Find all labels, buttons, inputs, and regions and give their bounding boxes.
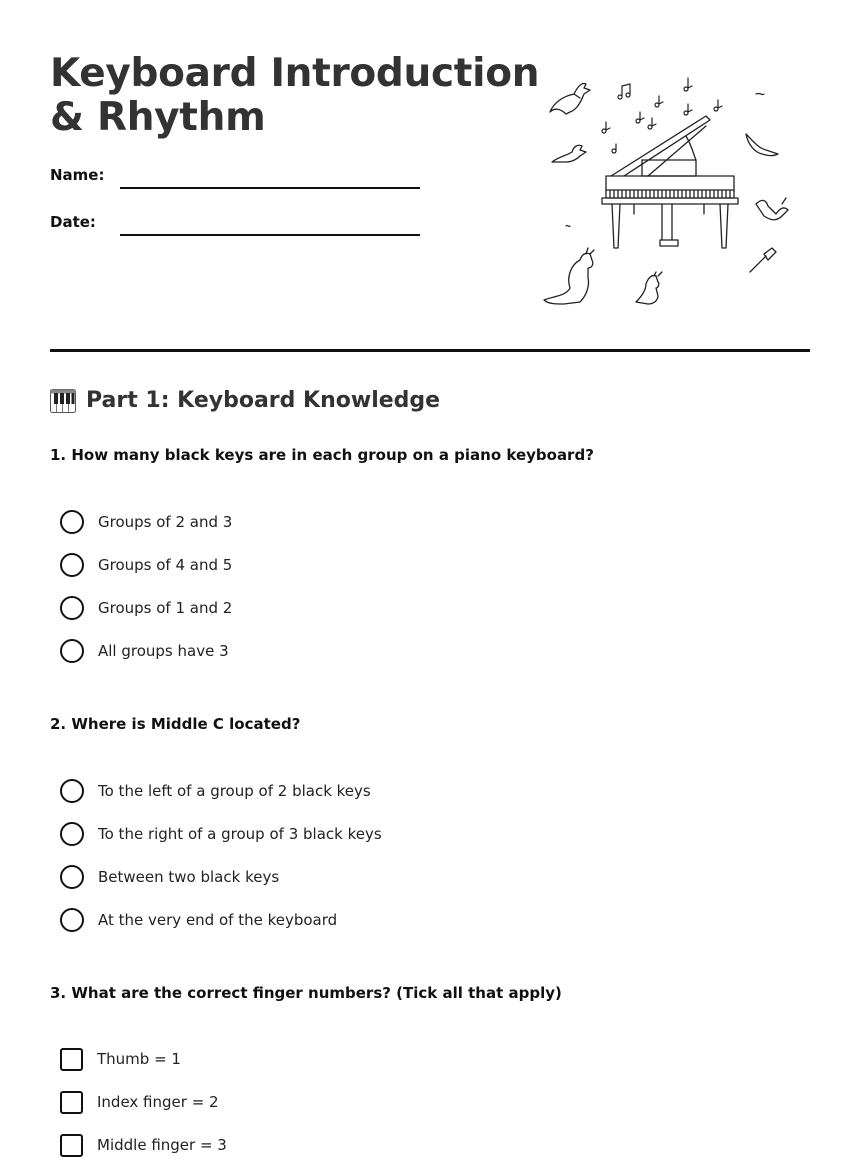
worksheet-title (50, 52, 539, 140)
option-label: At the very end of the keyboard (98, 911, 338, 929)
question-3-option-1[interactable] (60, 1047, 181, 1071)
question-1-option-4[interactable] (60, 639, 229, 663)
question-2-text: 2. Where is Middle C located? (50, 715, 301, 733)
checkbox[interactable] (60, 1091, 83, 1114)
title-line-2: & Rhythm (50, 95, 266, 140)
radio-button[interactable] (60, 596, 84, 620)
checkbox[interactable] (60, 1134, 83, 1157)
option-label: Groups of 2 and 3 (98, 513, 233, 531)
section-title-text: Part 1: Keyboard Knowledge (86, 388, 441, 413)
name-field[interactable] (120, 187, 420, 189)
header-divider (50, 349, 810, 352)
radio-button[interactable] (60, 822, 84, 846)
option-label: Middle finger = 3 (97, 1136, 227, 1154)
question-3-option-3[interactable] (60, 1133, 227, 1157)
checkbox[interactable] (60, 1048, 83, 1071)
date-label: Date: (50, 213, 96, 231)
question-2-option-4[interactable] (60, 908, 337, 932)
date-field[interactable] (120, 234, 420, 236)
title-line-1: Keyboard Introduction (50, 51, 540, 96)
radio-button[interactable] (60, 553, 84, 577)
question-1-option-1[interactable] (60, 510, 232, 534)
piano-keys-icon (50, 389, 76, 413)
question-1-option-2[interactable] (60, 553, 232, 577)
radio-button[interactable] (60, 908, 84, 932)
name-label: Name: (50, 166, 105, 184)
question-2-option-3[interactable] (60, 865, 279, 889)
option-label: All groups have 3 (98, 642, 229, 660)
option-label: Groups of 4 and 5 (98, 556, 233, 574)
radio-button[interactable] (60, 510, 84, 534)
option-label: Between two black keys (98, 868, 280, 886)
question-2-option-1[interactable] (60, 779, 371, 803)
question-3-option-2[interactable] (60, 1090, 219, 1114)
option-label: Groups of 1 and 2 (98, 599, 233, 617)
question-1-option-3[interactable] (60, 596, 232, 620)
question-1-text: 1. How many black keys are in each group on a piano keyboard? (50, 446, 594, 464)
question-3-text: 3. What are the correct finger numbers? (Tick all that apply) (50, 984, 562, 1002)
option-label: Index finger = 2 (97, 1093, 219, 1111)
section-title-part1 (50, 388, 440, 413)
radio-button[interactable] (60, 865, 84, 889)
option-label: To the left of a group of 2 black keys (98, 782, 371, 800)
radio-button[interactable] (60, 779, 84, 803)
option-label: Thumb = 1 (97, 1050, 181, 1068)
piano-kangaroo-illustration (536, 64, 796, 314)
question-2-option-2[interactable] (60, 822, 382, 846)
option-label: To the right of a group of 3 black keys (98, 825, 382, 843)
radio-button[interactable] (60, 639, 84, 663)
